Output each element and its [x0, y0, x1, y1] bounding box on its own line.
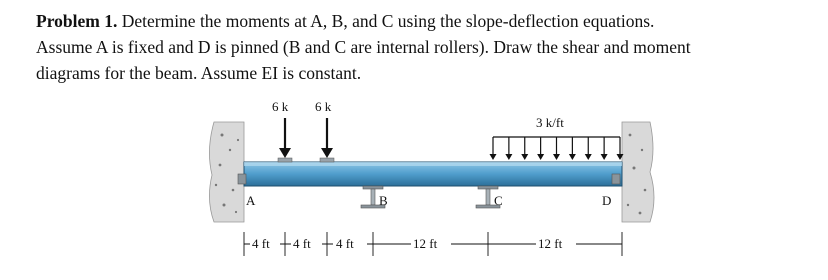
label-a: A — [246, 193, 256, 208]
dim-4ft-1: 4 ft — [252, 236, 270, 251]
point-load-1-label: 6 k — [272, 99, 289, 114]
dim-4ft-2: 4 ft — [293, 236, 311, 251]
problem-label: Problem 1. — [36, 11, 118, 31]
label-d: D — [602, 193, 612, 208]
distributed-load — [490, 137, 624, 160]
dim-12ft-1: 12 ft — [413, 236, 438, 251]
distributed-load-arrowhead — [553, 154, 560, 160]
label-b: B — [379, 193, 388, 208]
dim-12ft-2: 12 ft — [538, 236, 563, 251]
problem-text-1: Determine the moments at A, B, and C using the slope-deflection equations. — [121, 11, 655, 31]
right-wall — [622, 122, 654, 222]
point-load-2-label: 6 k — [315, 99, 332, 114]
distributed-load-label: 3 k/ft — [536, 115, 564, 130]
label-c: C — [494, 193, 503, 208]
distributed-load-arrowhead — [537, 154, 544, 160]
support-a — [238, 174, 246, 184]
point-load-1-arrow — [279, 118, 291, 158]
distributed-load-arrowhead — [505, 154, 512, 160]
support-d — [612, 174, 620, 184]
distributed-load-arrowhead — [569, 154, 576, 160]
left-wall — [209, 122, 244, 222]
distributed-load-arrowhead — [490, 154, 497, 160]
point-load-2-arrow — [321, 118, 333, 158]
dim-4ft-3: 4 ft — [336, 236, 354, 251]
distributed-load-arrowhead — [585, 154, 592, 160]
problem-line-3: diagrams for the beam. Assume EI is constant. — [36, 63, 362, 83]
distributed-load-arrowhead — [521, 154, 528, 160]
distributed-load-arrowhead — [601, 154, 608, 160]
problem-line-2: Assume A is fixed and D is pinned (B and C are internal rollers). Draw the shear and moment — [36, 37, 691, 57]
